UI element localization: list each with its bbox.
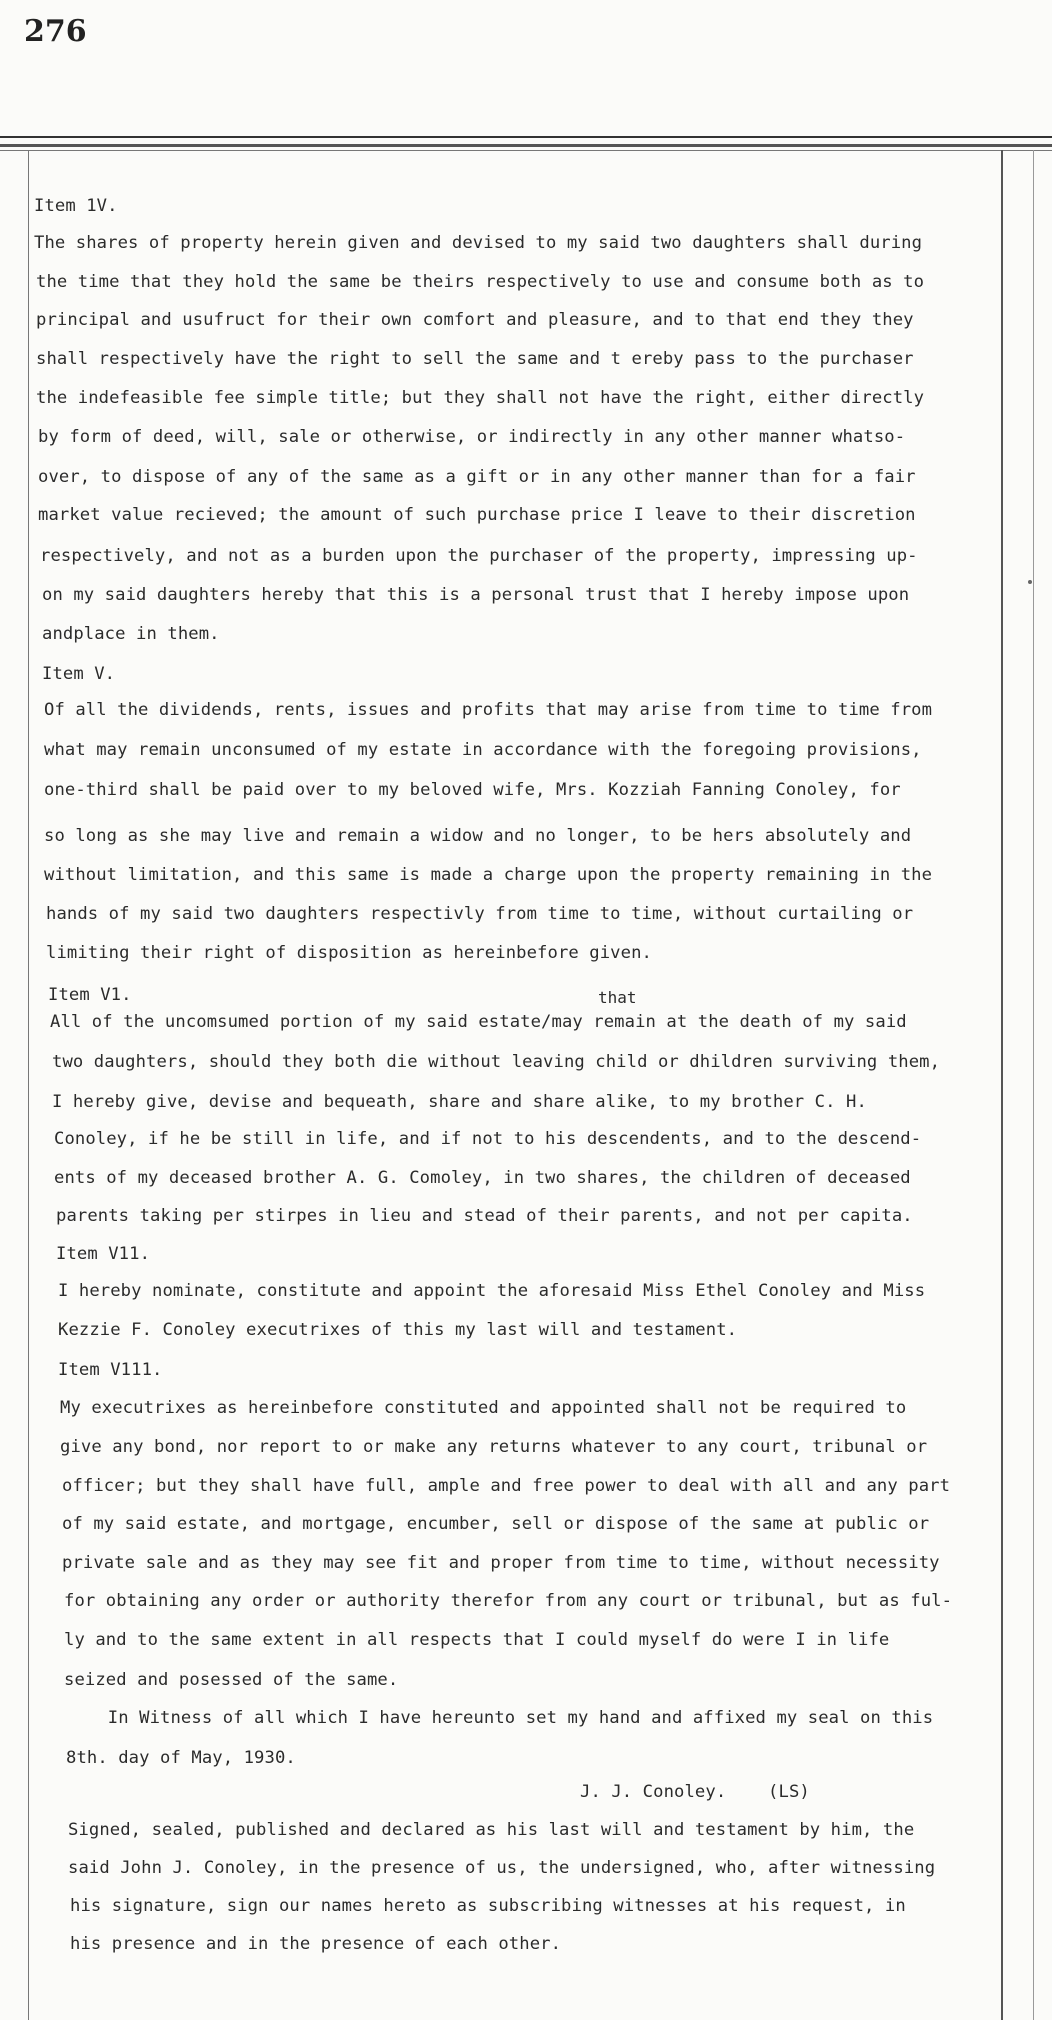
text-line: market value recieved; the amount of such purchase price I leave to their discretion <box>38 505 916 525</box>
text-line: for obtaining any order or authority therefor from any court or tribunal, but as ful- <box>64 1591 953 1611</box>
text-line: give any bond, nor report to or make any returns whatever to any court, tribunal or <box>60 1437 928 1457</box>
text-line: said John J. Conoley, in the presence of us, the undersigned, who, after witnessing <box>68 1858 936 1878</box>
text-line: hands of my said two daughters respectivly from time to time, without curtailing or <box>46 904 914 924</box>
interlinear-insert: that <box>598 988 637 1007</box>
top-rule <box>0 136 1052 147</box>
text-line: of my said estate, and mortgage, encumber, sell or dispose of the same at public or <box>62 1514 930 1534</box>
text-line: Kezzie F. Conoley executrixes of this my last will and testament. <box>58 1320 738 1340</box>
text-line: limiting their right of disposition as hereinbefore given. <box>46 943 652 963</box>
text-line: over, to dispose of any of the same as a gift or in any other manner than for a fair <box>38 467 916 487</box>
text-line: seized and posessed of the same. <box>64 1670 399 1690</box>
text-line: officer; but they shall have full, ample and free power to deal with all and any part <box>62 1476 951 1496</box>
text-line: Conoley, if he be still in life, and if not to his descendents, and to the descend- <box>54 1129 922 1149</box>
right-margin-line <box>1001 150 1003 2020</box>
text-line: on my said daughters hereby that this is a personal trust that I hereby impose upon <box>42 585 910 605</box>
text-line: My executrixes as hereinbefore constituted and appointed shall not be required to <box>60 1398 907 1418</box>
item-heading: Item V11. <box>56 1244 151 1264</box>
text-line: ly and to the same extent in all respects that I could myself do were I in life <box>64 1630 890 1650</box>
text-line: his signature, sign our names hereto as subscribing witnesses at his request, in <box>70 1896 906 1916</box>
text-line: the time that they hold the same be theirs respectively to use and consume both as to <box>36 272 925 292</box>
top-rule-inner <box>0 150 1052 151</box>
text-line: the indefeasible fee simple title; but they shall not have the right, either directly <box>36 388 925 408</box>
text-line: private sale and as they may see fit and proper from time to time, without necessity <box>62 1553 940 1573</box>
text-line: by form of deed, will, sale or otherwise, or indirectly in any other manner whatso- <box>38 427 906 447</box>
text-line: In Witness of all which I have hereunto set my hand and affixed my seal on this <box>66 1708 934 1728</box>
text-line: his presence and in the presence of each other. <box>70 1934 562 1954</box>
item-heading: Item V. <box>42 664 116 684</box>
right-outer-line <box>1033 150 1034 2020</box>
text-line: what may remain unconsumed of my estate in accordance with the foregoing provisions, <box>44 740 922 760</box>
text-line: two daughters, should they both die without leaving child or dhildren surviving them, <box>52 1052 941 1072</box>
text-line: The shares of property herein given and devised to my said two daughters shall during <box>34 233 923 253</box>
margin-dot <box>1028 580 1032 584</box>
text-line: one-third shall be paid over to my beloved wife, Mrs. Kozziah Fanning Conoley, for <box>44 780 901 800</box>
text-line: Signed, sealed, published and declared as his last will and testament by him, the <box>68 1820 915 1840</box>
text-line: I hereby nominate, constitute and appoint the aforesaid Miss Ethel Conoley and Miss <box>58 1281 926 1301</box>
text-line: principal and usufruct for their own comfort and pleasure, and to that end they they <box>36 310 914 330</box>
text-line: Of all the dividends, rents, issues and profits that may arise from time to time from <box>44 700 933 720</box>
text-line: without limitation, and this same is made a charge upon the property remaining in the <box>44 865 933 885</box>
text-line: so long as she may live and remain a widow and no longer, to be hers absolutely and <box>44 826 912 846</box>
item-heading: Item 1V. <box>34 196 118 216</box>
text-line: respectively, and not as a burden upon the purchaser of the property, impressing up- <box>40 546 918 566</box>
text-line: ents of my deceased brother A. G. Comoley, in two shares, the children of deceased <box>54 1168 911 1188</box>
text-line: shall respectively have the right to sell the same and t ereby pass to the purchaser <box>36 349 914 369</box>
text-line: 8th. day of May, 1930. <box>66 1748 296 1768</box>
item-heading: Item V111. <box>58 1360 163 1380</box>
text-line: All of the uncomsumed portion of my said estate/may remain at the death of my said <box>50 1012 907 1032</box>
signature-line: J. J. Conoley. (LS) <box>580 1782 810 1802</box>
page-number: 276 <box>24 14 87 49</box>
text-line: andplace in them. <box>42 624 220 644</box>
item-heading: Item V1. <box>48 985 132 1005</box>
left-margin-line <box>28 150 29 2020</box>
text-line: parents taking per stirpes in lieu and stead of their parents, and not per capita. <box>56 1206 913 1226</box>
text-line: I hereby give, devise and bequeath, share and share alike, to my brother C. H. <box>52 1092 867 1112</box>
